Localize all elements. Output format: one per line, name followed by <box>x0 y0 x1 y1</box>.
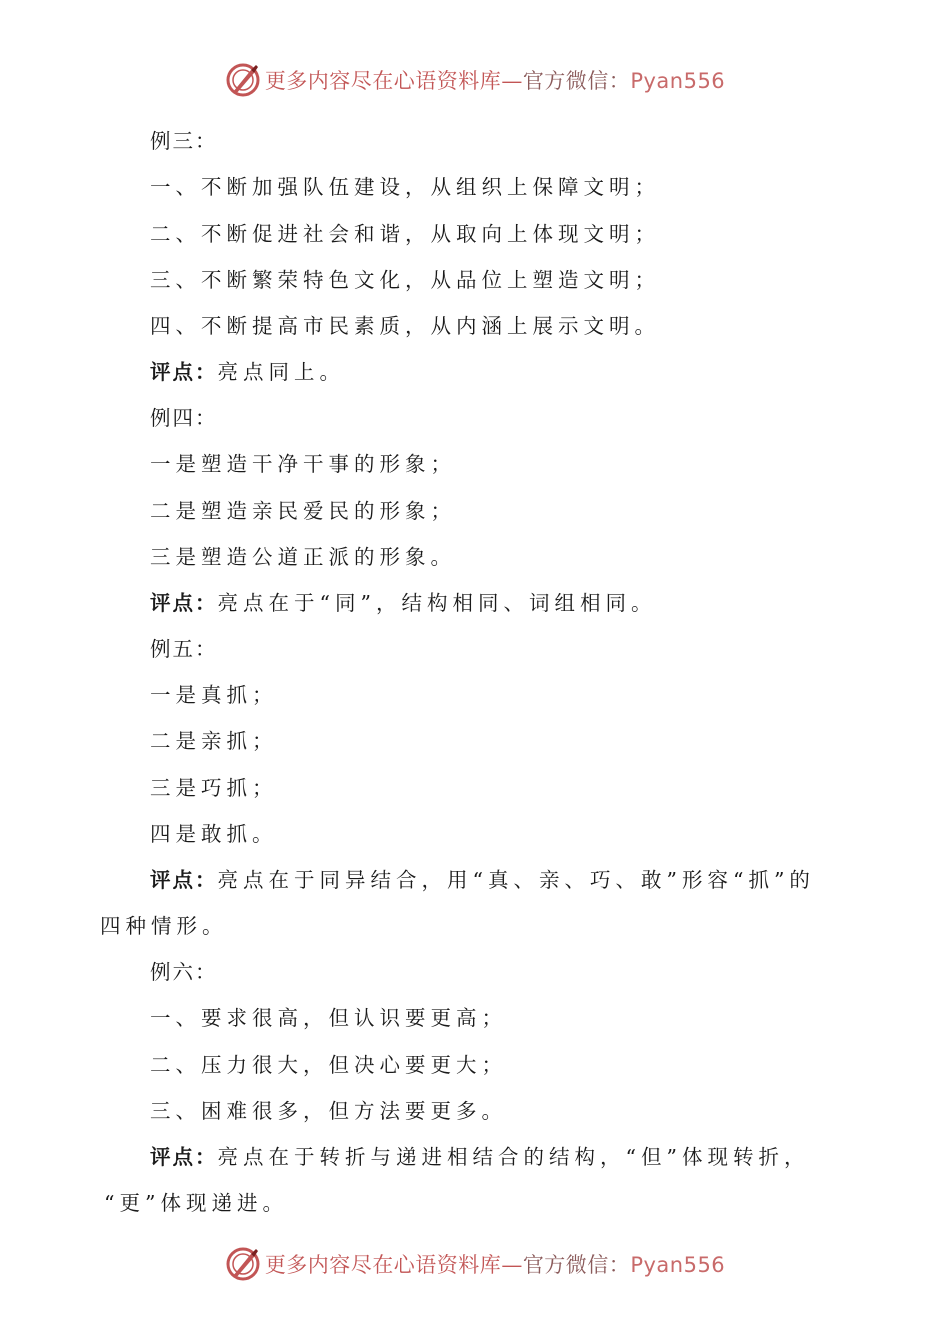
footer-text: 更多内容尽在心语资料库—官方微信：Pyan556 <box>264 1253 726 1277</box>
example-4-comment: 评点：亮点在于“同”，结构相同、词组相同。 <box>150 591 657 615</box>
example-3-comment: 评点：亮点同上。 <box>150 360 345 384</box>
example-4-item-2: 二是塑造亲民爱民的形象； <box>150 499 456 523</box>
header-banner <box>0 60 950 100</box>
example-4-heading: 例四： <box>150 406 218 430</box>
example-4-item-3: 三是塑造公道正派的形象。 <box>150 545 456 569</box>
example-6-item-1: 一、要求很高，但认识要更高； <box>150 1006 507 1030</box>
example-4-item-1: 一是塑造干净干事的形象； <box>150 452 456 476</box>
example-5-heading: 例五： <box>150 637 218 661</box>
example-3-item-3: 三、不断繁荣特色文化，从品位上塑造文明； <box>150 268 660 292</box>
example-3-item-4: 四、不断提高市民素质，从内涵上展示文明。 <box>150 314 660 338</box>
example-3-heading: 例三： <box>150 129 218 153</box>
footer-banner <box>0 1244 950 1284</box>
example-5-item-1: 一是真抓； <box>150 683 278 707</box>
example-6-comment: 评点：亮点在于转折与递进相结合的结构，“但”体现转折， <box>150 1145 810 1169</box>
example-5-comment: 评点：亮点在于同异结合，用“真、亲、巧、敢”形容“抓”的 <box>150 868 815 892</box>
example-6-heading: 例六： <box>150 960 218 984</box>
comment-label: 评点： <box>150 1145 218 1169</box>
example-5-item-2: 二是亲抓； <box>150 729 278 753</box>
pen-circle-logo-icon <box>225 62 261 98</box>
example-3-item-2: 二、不断促进社会和谐，从取向上体现文明； <box>150 222 660 246</box>
example-6-item-3: 三、困难很多，但方法要更多。 <box>150 1099 507 1123</box>
example-6-comment-continued: “更”体现递进。 <box>104 1191 288 1215</box>
comment-label: 评点： <box>150 868 218 892</box>
comment-label: 评点： <box>150 360 218 384</box>
example-5-item-3: 三是巧抓； <box>150 776 278 800</box>
comment-label: 评点： <box>150 591 218 615</box>
example-6-item-2: 二、压力很大，但决心要更大； <box>150 1053 507 1077</box>
example-5-item-4: 四是敢抓。 <box>150 822 278 846</box>
example-3-item-1: 一、不断加强队伍建设，从组织上保障文明； <box>150 175 660 199</box>
pen-circle-logo-icon <box>225 1246 261 1282</box>
header-text: 更多内容尽在心语资料库—官方微信：Pyan556 <box>264 69 726 93</box>
example-5-comment-continued: 四种情形。 <box>100 914 228 938</box>
